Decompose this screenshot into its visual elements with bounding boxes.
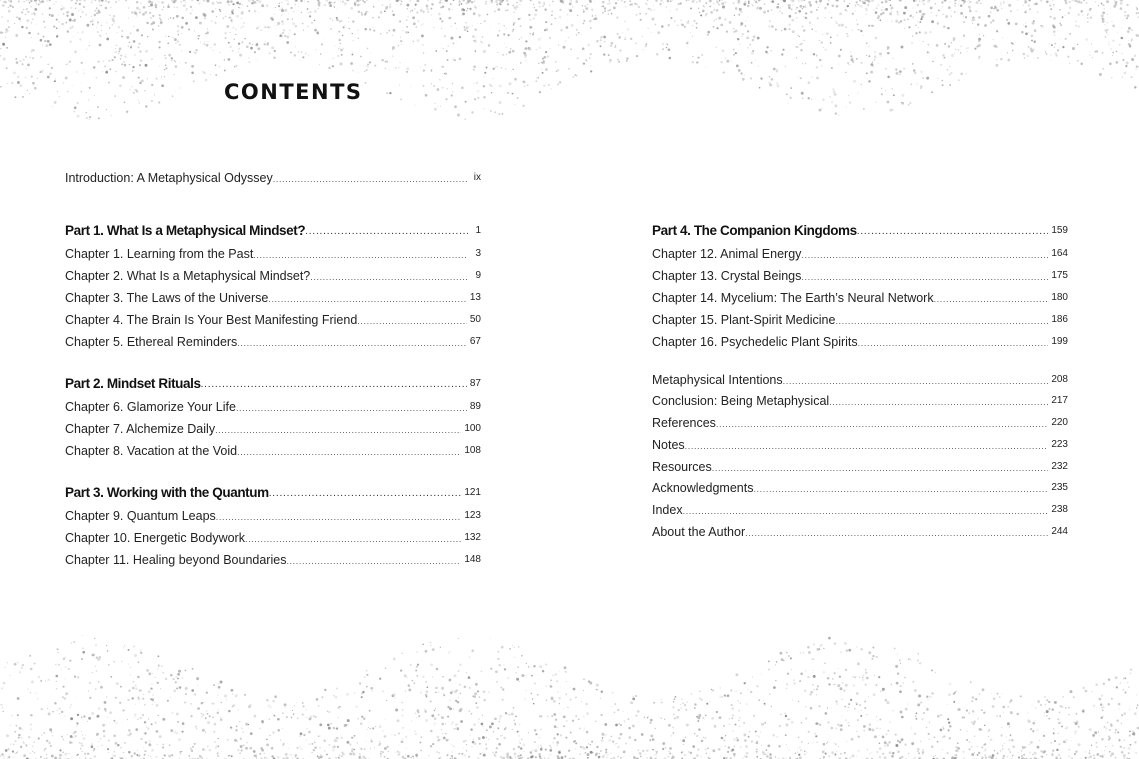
chapter-label: Chapter 4. The Brain Is Your Best Manifesting Friend [65, 313, 358, 327]
dot-leader [857, 227, 1049, 237]
dot-leader [357, 316, 467, 326]
chapter-page: 50 [469, 314, 481, 325]
part-label: Part 1. What Is a Metaphysical Mindset? [65, 223, 306, 238]
entry-page: ix [473, 172, 481, 183]
dot-leader [934, 294, 1049, 304]
toc-chapter [652, 330, 1068, 350]
chapter-page: 13 [469, 292, 481, 303]
back-matter-label: Metaphysical Intentions [652, 373, 783, 387]
toc-part-1 [65, 219, 481, 239]
toc-chapter [65, 417, 481, 437]
part-label: Part 3. Working with the Quantum [65, 485, 269, 500]
dot-leader [201, 380, 467, 390]
toc-chapter [65, 242, 481, 262]
toc-back-matter [652, 389, 1068, 409]
dot-leader [236, 403, 467, 413]
speckle-texture-bottom [0, 634, 1139, 759]
dot-leader [716, 419, 1048, 429]
dot-leader [286, 556, 461, 566]
dot-leader [801, 272, 1048, 282]
chapter-page: 108 [464, 445, 481, 456]
chapter-label: Chapter 15. Plant-Spirit Medicine [652, 313, 836, 327]
toc-chapter [65, 504, 481, 524]
dot-leader [858, 338, 1049, 348]
toc-chapter [65, 548, 481, 568]
part-page: 87 [469, 378, 481, 389]
toc-chapter [65, 308, 481, 328]
back-matter-page: 220 [1051, 417, 1068, 428]
chapter-page: 9 [475, 270, 481, 281]
chapter-page: 180 [1051, 292, 1068, 303]
dot-leader [829, 397, 1048, 407]
chapter-label: Chapter 6. Glamorize Your Life [65, 400, 236, 414]
chapter-page: 186 [1051, 314, 1068, 325]
back-matter-page: 208 [1051, 374, 1068, 385]
toc-part-2 [65, 372, 481, 392]
dot-leader [745, 528, 1048, 538]
back-matter-label: Index [652, 503, 683, 517]
toc-part-4 [652, 219, 1068, 239]
dot-leader [253, 250, 468, 260]
chapter-label: Chapter 1. Learning from the Past [65, 247, 254, 261]
toc-back-matter [652, 411, 1068, 431]
back-matter-label: References [652, 416, 716, 430]
chapter-page: 89 [469, 401, 481, 412]
dot-leader [683, 506, 1049, 516]
toc-back-matter [652, 476, 1068, 496]
chapter-label: Chapter 16. Psychedelic Plant Spirits [652, 335, 858, 349]
toc-back-matter [652, 368, 1068, 388]
chapter-label: Chapter 13. Crystal Beings [652, 269, 802, 283]
chapter-label: Chapter 2. What Is a Metaphysical Mindset? [65, 269, 311, 283]
chapter-page: 164 [1051, 248, 1068, 259]
dot-leader [237, 447, 461, 457]
back-matter-page: 217 [1051, 395, 1068, 406]
back-matter-page: 244 [1051, 526, 1068, 537]
back-matter-page: 232 [1051, 461, 1068, 472]
part-label: Part 4. The Companion Kingdoms [652, 223, 857, 238]
chapter-page: 148 [464, 554, 481, 565]
back-matter-label: About the Author [652, 525, 746, 539]
toc-back-matter [652, 520, 1068, 540]
page-title: CONTENTS [224, 80, 363, 104]
dot-leader [310, 272, 468, 282]
toc-chapter [65, 264, 481, 284]
part-page: 159 [1051, 225, 1068, 236]
part-label: Part 2. Mindset Rituals [65, 376, 201, 391]
toc-back-matter [652, 455, 1068, 475]
toc-entry-introduction [65, 166, 481, 186]
dot-leader [215, 425, 461, 435]
toc-chapter [65, 439, 481, 459]
dot-leader [783, 376, 1049, 386]
dot-leader [216, 512, 462, 522]
dot-leader [801, 250, 1048, 260]
back-matter-page: 223 [1051, 439, 1068, 450]
chapter-label: Chapter 7. Alchemize Daily [65, 422, 216, 436]
dot-leader [835, 316, 1048, 326]
chapter-label: Chapter 14. Mycelium: The Earth’s Neural Network [652, 291, 934, 305]
chapter-label: Chapter 3. The Laws of the Universe [65, 291, 269, 305]
dot-leader [753, 484, 1048, 494]
chapter-page: 175 [1051, 270, 1068, 281]
part-page: 1 [475, 225, 481, 236]
chapter-label: Chapter 8. Vacation at the Void [65, 444, 238, 458]
chapter-page: 123 [464, 510, 481, 521]
dot-leader [245, 534, 461, 544]
toc-chapter [652, 308, 1068, 328]
chapter-label: Chapter 5. Ethereal Reminders [65, 335, 238, 349]
back-matter-label: Conclusion: Being Metaphysical [652, 394, 830, 408]
toc-chapter [65, 526, 481, 546]
toc-back-matter [652, 433, 1068, 453]
toc-chapter [65, 330, 481, 350]
dot-leader [273, 174, 468, 184]
chapter-page: 100 [464, 423, 481, 434]
speckle-texture-top [0, 0, 1139, 120]
dot-leader [269, 489, 462, 499]
toc-chapter [65, 286, 481, 306]
dot-leader [712, 463, 1049, 473]
toc-part-3 [65, 481, 481, 501]
toc-chapter [65, 395, 481, 415]
chapter-label: Chapter 9. Quantum Leaps [65, 509, 216, 523]
chapter-page: 199 [1051, 336, 1068, 347]
dot-leader [237, 338, 467, 348]
dot-leader [268, 294, 467, 304]
toc-chapter [652, 264, 1068, 284]
toc-back-matter [652, 498, 1068, 518]
back-matter-label: Notes [652, 438, 685, 452]
back-matter-page: 238 [1051, 504, 1068, 515]
back-matter-label: Acknowledgments [652, 481, 754, 495]
chapter-page: 67 [469, 336, 481, 347]
back-matter-label: Resources [652, 460, 712, 474]
chapter-label: Chapter 10. Energetic Bodywork [65, 531, 245, 545]
back-matter-page: 235 [1051, 482, 1068, 493]
toc-chapter [652, 242, 1068, 262]
toc-chapter [652, 286, 1068, 306]
dot-leader [305, 227, 468, 237]
part-page: 121 [464, 487, 481, 498]
entry-label: Introduction: A Metaphysical Odyssey [65, 171, 273, 185]
chapter-page: 132 [464, 532, 481, 543]
chapter-label: Chapter 11. Healing beyond Boundaries [65, 553, 287, 567]
chapter-label: Chapter 12. Animal Energy [652, 247, 802, 261]
chapter-page: 3 [475, 248, 481, 259]
dot-leader [685, 441, 1049, 451]
